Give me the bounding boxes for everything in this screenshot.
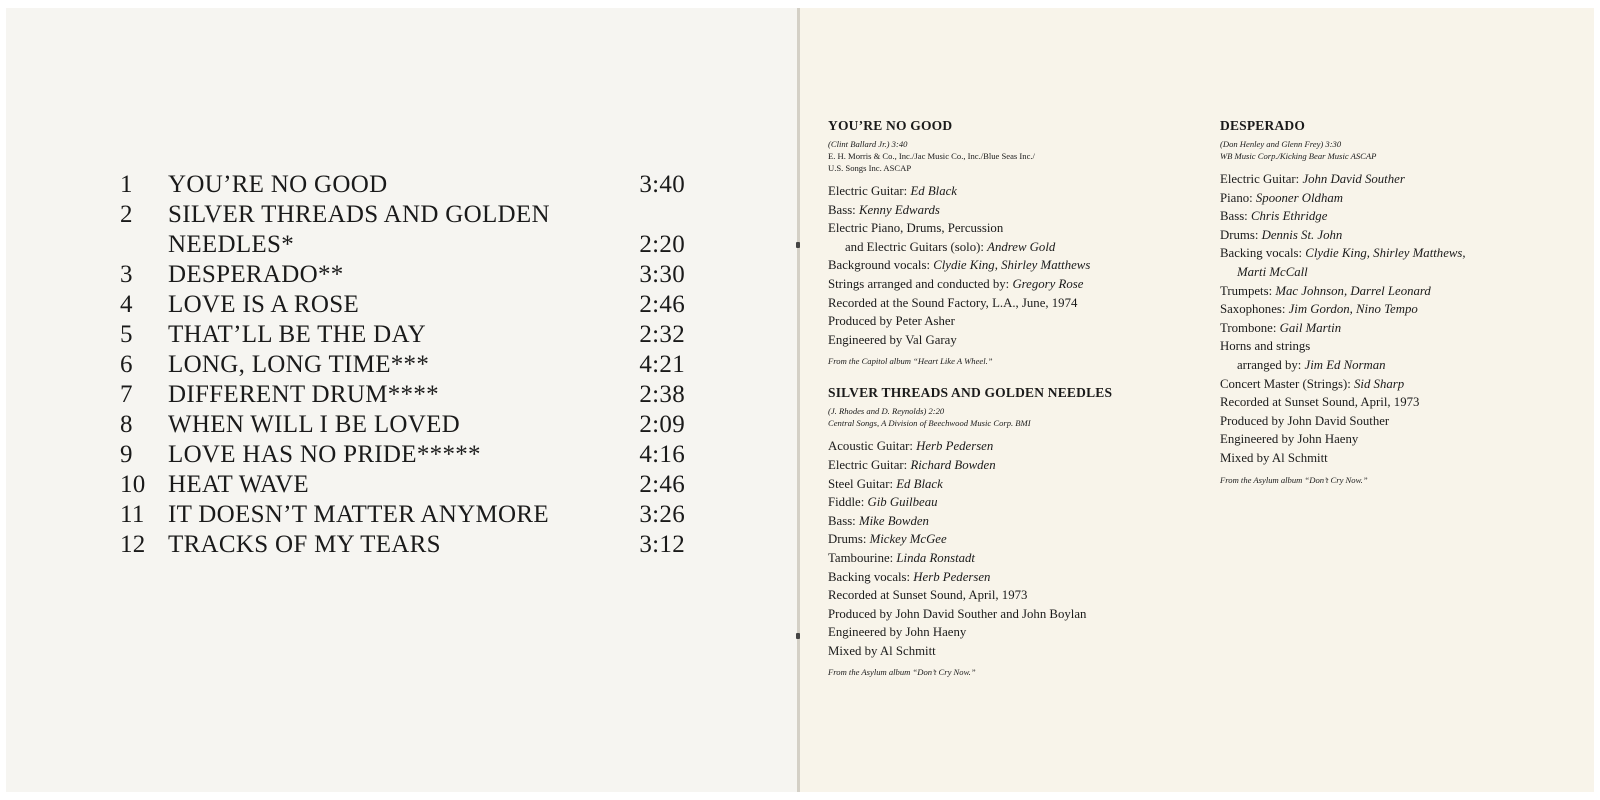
credit-line: Piano: Spooner Oldham <box>1220 190 1343 205</box>
credit-line: and Electric Guitars (solo): Andrew Gold <box>845 239 1056 254</box>
track-item <box>120 440 685 470</box>
track-duration: 3:12 <box>639 531 685 558</box>
credits-list <box>1220 170 1550 468</box>
track-item <box>120 410 685 440</box>
credit-line: Bass: Kenny Edwards <box>828 202 940 217</box>
track-duration: 3:30 <box>639 261 685 288</box>
spine-fold <box>797 8 800 792</box>
track-duration: 2:46 <box>639 471 685 498</box>
credit-line: Acoustic Guitar: Herb Pedersen <box>828 439 994 454</box>
credit-line: Background vocals: Clydie King, Shirley Matthews <box>828 258 1091 273</box>
credit-line: arranged by: Jim Ed Norman <box>1237 357 1386 372</box>
publisher: WB Music Corp./Kicking Bear Music ASCAP <box>1220 151 1377 161</box>
track-number: 12 <box>120 531 146 558</box>
staple-bottom <box>796 633 800 639</box>
credit-line: Fiddle: Gib Guilbeau <box>828 495 938 510</box>
track-number: 3 <box>120 261 133 288</box>
credit-line: Bass: Chris Ethridge <box>1220 209 1328 224</box>
track-title: DESPERADO** <box>168 261 344 288</box>
track-duration: 2:46 <box>639 291 685 318</box>
staple-top <box>796 242 800 248</box>
track-duration: 2:20 <box>639 231 685 258</box>
track-item <box>120 350 685 380</box>
songwriters: (Clint Ballard Jr.) 3:40 <box>828 139 908 149</box>
credit-line: Engineered by Val Garay <box>828 332 957 347</box>
track-number: 1 <box>120 171 133 198</box>
credit-line: Backing vocals: Herb Pedersen <box>828 569 991 584</box>
track-title: THAT’LL BE THE DAY <box>168 321 426 348</box>
track-item <box>120 500 685 530</box>
track-number: 9 <box>120 441 133 468</box>
credit-line: Drums: Dennis St. John <box>1220 227 1343 242</box>
track-number: 2 <box>120 201 133 228</box>
credit-line: Recorded at the Sound Factory, L.A., June, 1974 <box>828 295 1078 310</box>
album-source: From the Asylum album “Don’t Cry Now.” <box>1220 474 1368 485</box>
track-title: LOVE IS A ROSE <box>168 291 360 318</box>
credit-line: Engineered by John Haeny <box>1220 432 1359 447</box>
credit-line: Electric Guitar: John David Souther <box>1220 172 1405 186</box>
track-title: LONG, LONG TIME*** <box>168 351 430 378</box>
track-title: SILVER THREADS AND GOLDEN NEEDLES* <box>168 201 550 258</box>
track-duration: 2:09 <box>639 411 685 438</box>
credit-line: Backing vocals: Clydie King, Shirley Matthews, <box>1220 246 1466 261</box>
publishing-info <box>828 405 1188 429</box>
track-title: WHEN WILL I BE LOVED <box>168 411 461 438</box>
credit-line: Bass: Mike Bowden <box>828 513 929 528</box>
credit-line: Produced by Peter Asher <box>828 314 955 329</box>
track-duration: 4:16 <box>639 441 685 468</box>
publishing-info <box>1220 138 1550 162</box>
credit-line: Steel Guitar: Ed Black <box>828 476 943 491</box>
track-duration: 2:32 <box>639 321 685 348</box>
track-duration: 2:38 <box>639 381 685 408</box>
track-duration: 4:21 <box>639 351 685 378</box>
credit-line: Produced by John David Souther <box>1220 413 1390 428</box>
credit-line: Tambourine: Linda Ronstadt <box>828 550 975 565</box>
credits-list <box>828 182 1188 349</box>
credit-line: Electric Guitar: Richard Bowden <box>828 457 996 472</box>
credit-line: Strings arranged and conducted by: Gregory Rose <box>828 276 1084 291</box>
song-credits-youre-no-good <box>828 118 1188 367</box>
track-title: TRACKS OF MY TEARS <box>168 531 441 558</box>
track-item <box>120 200 685 260</box>
song-credits-desperado <box>1220 118 1550 486</box>
publisher: Central Songs, A Division of Beechwood Music Corp. BMI <box>828 418 1031 429</box>
credits-list <box>828 437 1188 660</box>
track-title: LOVE HAS NO PRIDE***** <box>168 441 481 468</box>
track-list <box>120 170 685 560</box>
track-number: 10 <box>120 471 146 498</box>
track-duration: 3:40 <box>639 171 685 198</box>
credit-line: Recorded at Sunset Sound, April, 1973 <box>828 588 1028 603</box>
track-number: 6 <box>120 351 133 378</box>
track-item <box>120 530 685 560</box>
track-duration: 3:26 <box>639 501 685 528</box>
track-item <box>120 470 685 500</box>
credit-line: Horns and strings <box>1220 339 1311 354</box>
publisher: E. H. Morris & Co., Inc./Jac Music Co., Inc./Blue Seas Inc./ <box>828 151 1035 161</box>
credit-line: Electric Guitar: Ed Black <box>828 184 957 198</box>
credit-line: Mixed by Al Schmitt <box>828 643 936 658</box>
track-title: HEAT WAVE <box>168 471 309 498</box>
songwriters: (Don Henley and Glenn Frey) 3:30 <box>1220 139 1342 149</box>
publishing-info <box>828 138 1188 174</box>
track-number: 7 <box>120 381 133 408</box>
songwriters: (J. Rhodes and D. Reynolds) 2:20 <box>828 406 945 417</box>
credit-line: Produced by John David Souther and John Boylan <box>828 606 1087 621</box>
track-title: DIFFERENT DRUM**** <box>168 381 439 408</box>
track-item <box>120 260 685 290</box>
track-item <box>120 290 685 320</box>
track-number: 5 <box>120 321 133 348</box>
credit-line: Drums: Mickey McGee <box>828 532 947 547</box>
credit-line: Trombone: Gail Martin <box>1220 320 1342 335</box>
album-source: From the Asylum album “Don’t Cry Now.” <box>828 667 976 678</box>
song-credits-silver-threads <box>828 385 1188 678</box>
credit-line: Marti McCall <box>1237 264 1308 279</box>
credits-column-1 <box>828 118 1188 678</box>
track-item <box>120 320 685 350</box>
song-title: SILVER THREADS AND GOLDEN NEEDLES <box>828 385 1113 401</box>
song-title: DESPERADO <box>1220 118 1306 133</box>
credit-line: Trumpets: Mac Johnson, Darrel Leonard <box>1220 283 1431 298</box>
track-number: 8 <box>120 411 133 438</box>
track-title: YOU’RE NO GOOD <box>168 171 388 198</box>
credit-line: Engineered by John Haeny <box>828 625 967 640</box>
credits-column-2 <box>1220 118 1550 486</box>
credit-line: Mixed by Al Schmitt <box>1220 450 1328 465</box>
track-number: 4 <box>120 291 133 318</box>
credit-line: Electric Piano, Drums, Percussion <box>828 221 1004 236</box>
publisher: U.S. Songs Inc. ASCAP <box>828 163 912 173</box>
credit-line: Concert Master (Strings): Sid Sharp <box>1220 376 1405 391</box>
credit-line: Saxophones: Jim Gordon, Nino Tempo <box>1220 302 1418 317</box>
credit-line: Recorded at Sunset Sound, April, 1973 <box>1220 395 1420 410</box>
track-title: IT DOESN’T MATTER ANYMORE <box>168 501 549 528</box>
track-item <box>120 380 685 410</box>
track-item <box>120 170 685 200</box>
track-number: 11 <box>120 501 145 528</box>
album-source: From the Capitol album “Heart Like A Wheel.” <box>828 356 993 367</box>
song-title: YOU’RE NO GOOD <box>828 118 953 133</box>
